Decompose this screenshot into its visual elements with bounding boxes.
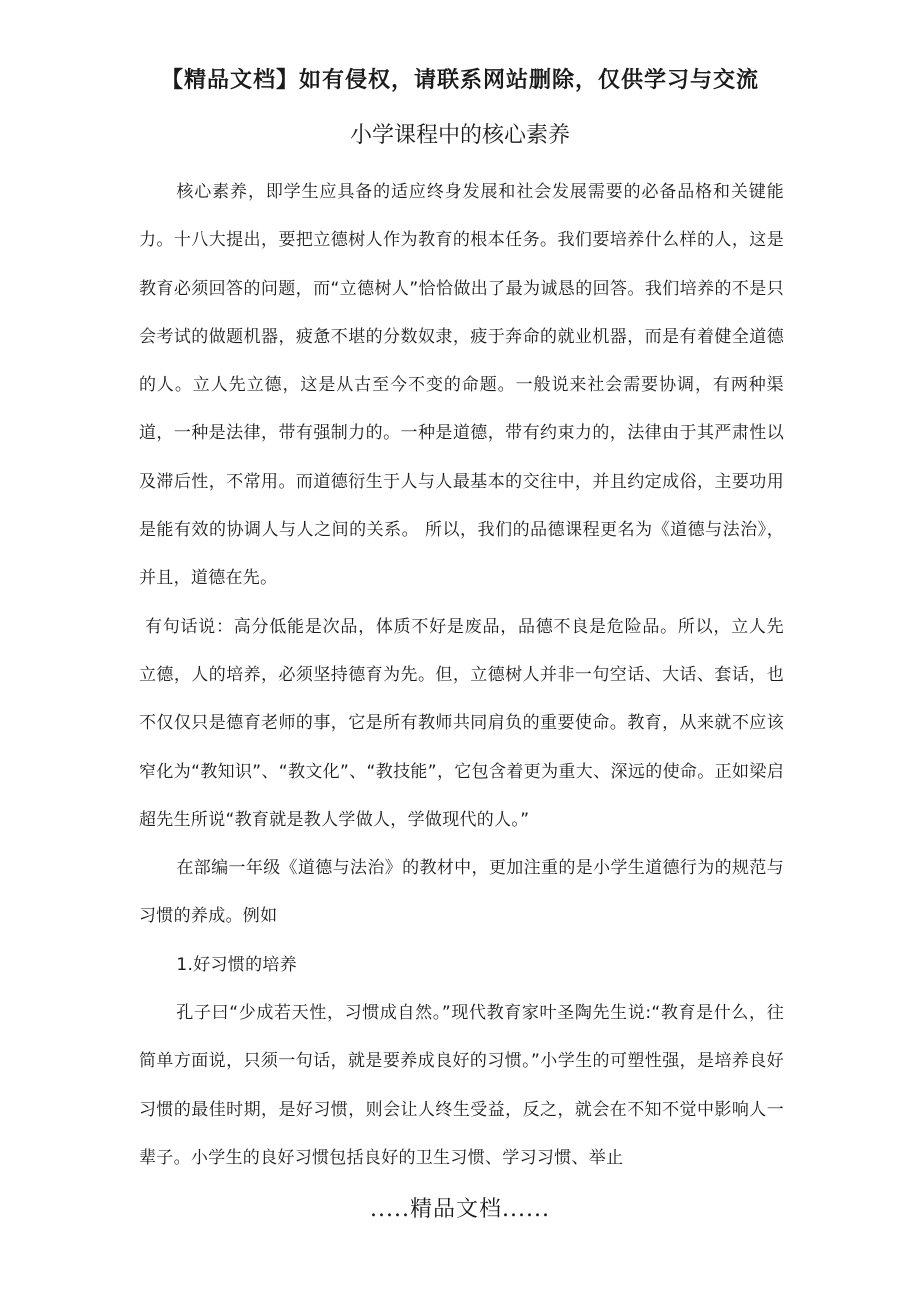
document-title: 小学课程中的核心素养 [349,123,570,148]
section-heading: 1.好习惯的培养 [176,954,298,975]
paragraph-2: 有句话说：高分低能是次品，体质不好是废品，品德不良是危险品。所以，立人先立德，人的培养，必须坚持德育为先。但，立德树人并非一句空话、大话、套话，也不仅仅只是德育老师的事，它是所有教师共同肩负的重要使命。教育，从来就不应该窄化为“教知识”、“教文化”、“教技能”，它包含着更为重大、深远的使命。正如梁启超先生所说“教育就是教人学做人，学做现代的人。” [139,616,784,830]
document-body [139,168,784,1182]
document-header: 【精品文档】如有侵权，请联系网站删除，仅供学习与交流 [160,67,759,93]
paragraph-1: 核心素养，即学生应具备的适应终身发展和社会发展需要的必备品格和关键能力。十八大提出，要把立德树人作为教育的根本任务。我们要培养什么样的人，这是教育必须回答的问题，而“立德树人”恰恰做出了最为诚恳的回答。我们培养的不是只会考试的做题机器，疲惫不堪的分数奴隶，疲于奔命的就业机器，而是有着健全道德的人。立人先立德，这是从古至今不变的命题。一般说来社会需要协调，有两种渠道，一种是法律，带有强制力的。一种是道德，带有约束力的，法律由于其严肃性以及滞后性，不常用。而道德衍生于人与人最基本的交往中，并且约定成俗，主要功用是能有效的协调人与人之间的关系。 所以，我们的品德课程更名为《道德与法治》，并且，道德在先。 [139,182,784,589]
paragraph-3: 在部编一年级《道德与法治》的教材中，更加注重的是小学生道德行为的规范与习惯的养成。例如 [139,858,784,927]
paragraph-4: 孔子曰“少成若天性，习惯成自然。”现代教育家叶圣陶先生说:“教育是什么，往简单方面说，只须一句话，就是要养成良好的习惯。”小学生的可塑性强，是培养良好习惯的最佳时期，是好习惯，则会让人终生受益，反之，就会在不知不觉中影响人一辈子。小学生的良好习惯包括良好的卫生习惯、学习习惯、举止 [139,1003,784,1168]
document-footer: .....精品文档...... [370,1197,550,1222]
